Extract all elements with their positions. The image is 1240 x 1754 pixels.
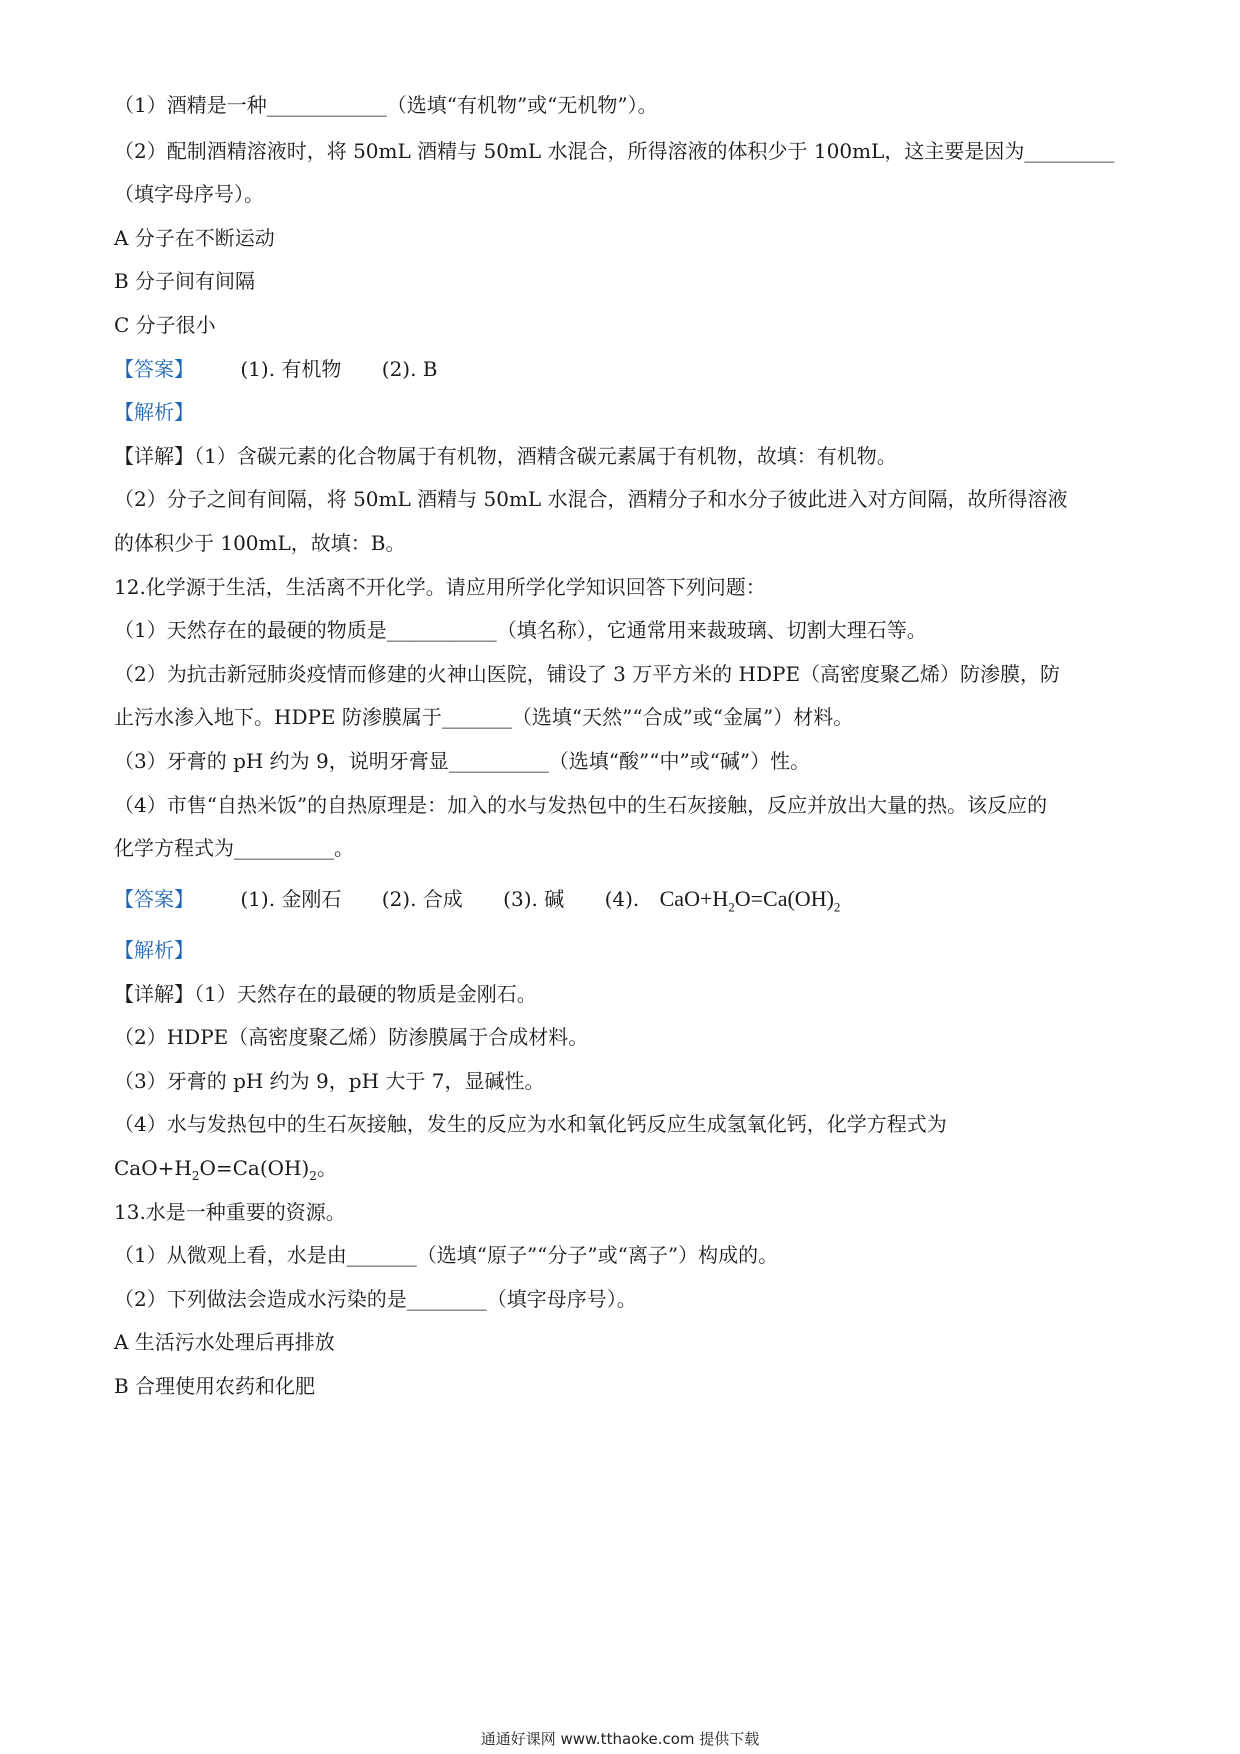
- analysis-label: 【解析】: [114, 400, 194, 424]
- formula-part: CaO+H: [659, 886, 729, 911]
- question-12-part-1: （1）天然存在的最硬的物质是___________（填名称），它通常用来裁玻璃、切割大理石等。: [114, 618, 927, 642]
- option-b: B 合理使用农药和化肥: [114, 1374, 316, 1398]
- question-12-part-4-cont: 化学方程式为__________。: [114, 836, 354, 860]
- chemical-formula: [659, 886, 841, 915]
- question-12-title: 12.化学源于生活，生活离不开化学。请应用所学化学知识回答下列问题：: [114, 575, 766, 599]
- formula-subscript: 2: [309, 1169, 317, 1183]
- formula-subscript: 2: [191, 1169, 200, 1183]
- option-c: C 分子很小: [114, 313, 216, 337]
- question-13-part-1: （1）从微观上看，水是由_______（选填“原子”“分子”或“离子”）构成的。: [114, 1243, 779, 1267]
- explain-12-4-formula: [114, 1153, 337, 1191]
- answer-row-2: [114, 884, 840, 922]
- answer-row-1: [114, 354, 472, 384]
- footer-watermark: 通通好课网 www.tthaoke.com 提供下载: [480, 1730, 760, 1748]
- answer-item: (3). 碱: [503, 887, 565, 911]
- answer-item: (1). 金刚石: [240, 887, 342, 911]
- answer-item: (2). 合成: [381, 887, 463, 911]
- formula-part: O=Ca(OH): [734, 886, 834, 911]
- answer-tag: 【答案】: [114, 887, 194, 911]
- question-11-part-2: （2）配制酒精溶液时，将 50mL 酒精与 50mL 水混合，所得溶液的体积少于 100mL，这主要是因为_________: [114, 139, 1115, 163]
- question-11-part-2-cont: （填字母序号）。: [114, 182, 264, 206]
- analysis-tag-2: [114, 935, 234, 965]
- question-12-part-2-cont: 止污水渗入地下。HDPE 防渗膜属于_______（选填“天然”“合成”或“金属”）材料。: [114, 705, 854, 729]
- explain-12-2: （2）HDPE（高密度聚乙烯）防渗膜属于合成材料。: [114, 1025, 589, 1049]
- explain-11-2: （2）分子之间有间隔，将 50mL 酒精与 50mL 水混合，酒精分子和水分子彼此进入对方间隔，故所得溶液: [114, 487, 1068, 511]
- explain-12-3: （3）牙膏的 pH 约为 9，pH 大于 7，显碱性。: [114, 1069, 545, 1093]
- answer-item: (1). 有机物: [240, 357, 342, 381]
- option-a: A 分子在不断运动: [114, 226, 275, 250]
- explain-12-4: （4）水与发热包中的生石灰接触，发生的反应为水和氧化钙反应生成氢氧化钙，化学方程式为: [114, 1112, 947, 1136]
- question-12-part-3: （3）牙膏的 pH 约为 9，说明牙膏显__________（选填“酸”“中”或“碱”）性。: [114, 749, 811, 773]
- answer-tag: 【答案】: [114, 357, 194, 381]
- formula-part: CaO+H: [114, 1156, 192, 1180]
- question-13-title: 13.水是一种重要的资源。: [114, 1200, 346, 1224]
- explain-11-1: 【详解】（1）含碳元素的化合物属于有机物，酒精含碳元素属于有机物，故填：有机物。: [114, 444, 897, 468]
- formula-subscript: 2: [833, 899, 841, 915]
- formula-end: 。: [316, 1156, 337, 1180]
- answer-item: (4).: [604, 887, 640, 911]
- answer-item: (2). B: [381, 357, 438, 381]
- analysis-label: 【解析】: [114, 938, 194, 962]
- formula-part: O=Ca(OH): [199, 1156, 310, 1180]
- analysis-tag: [114, 397, 234, 427]
- question-11-part-1: （1）酒精是一种____________（选填“有机物”或“无机物”）。: [114, 93, 658, 117]
- option-b: B 分子间有间隔: [114, 269, 256, 293]
- formula-subscript: 2: [728, 899, 735, 915]
- explain-12-1: 【详解】（1）天然存在的最硬的物质是金刚石。: [114, 982, 537, 1006]
- option-a: A 生活污水处理后再排放: [114, 1330, 335, 1354]
- explain-11-2-cont: 的体积少于 100mL，故填：B。: [114, 531, 406, 555]
- question-13-part-2: （2）下列做法会造成水污染的是________（填字母序号）。: [114, 1287, 637, 1311]
- question-12-part-2: （2）为抗击新冠肺炎疫情而修建的火神山医院，铺设了 3 万平方米的 HDPE（高密度聚乙烯）防渗膜，防: [114, 662, 1061, 686]
- question-12-part-4: （4）市售“自热米饭”的自热原理是：加入的水与发热包中的生石灰接触，反应并放出大量的热。该反应的: [114, 793, 1048, 817]
